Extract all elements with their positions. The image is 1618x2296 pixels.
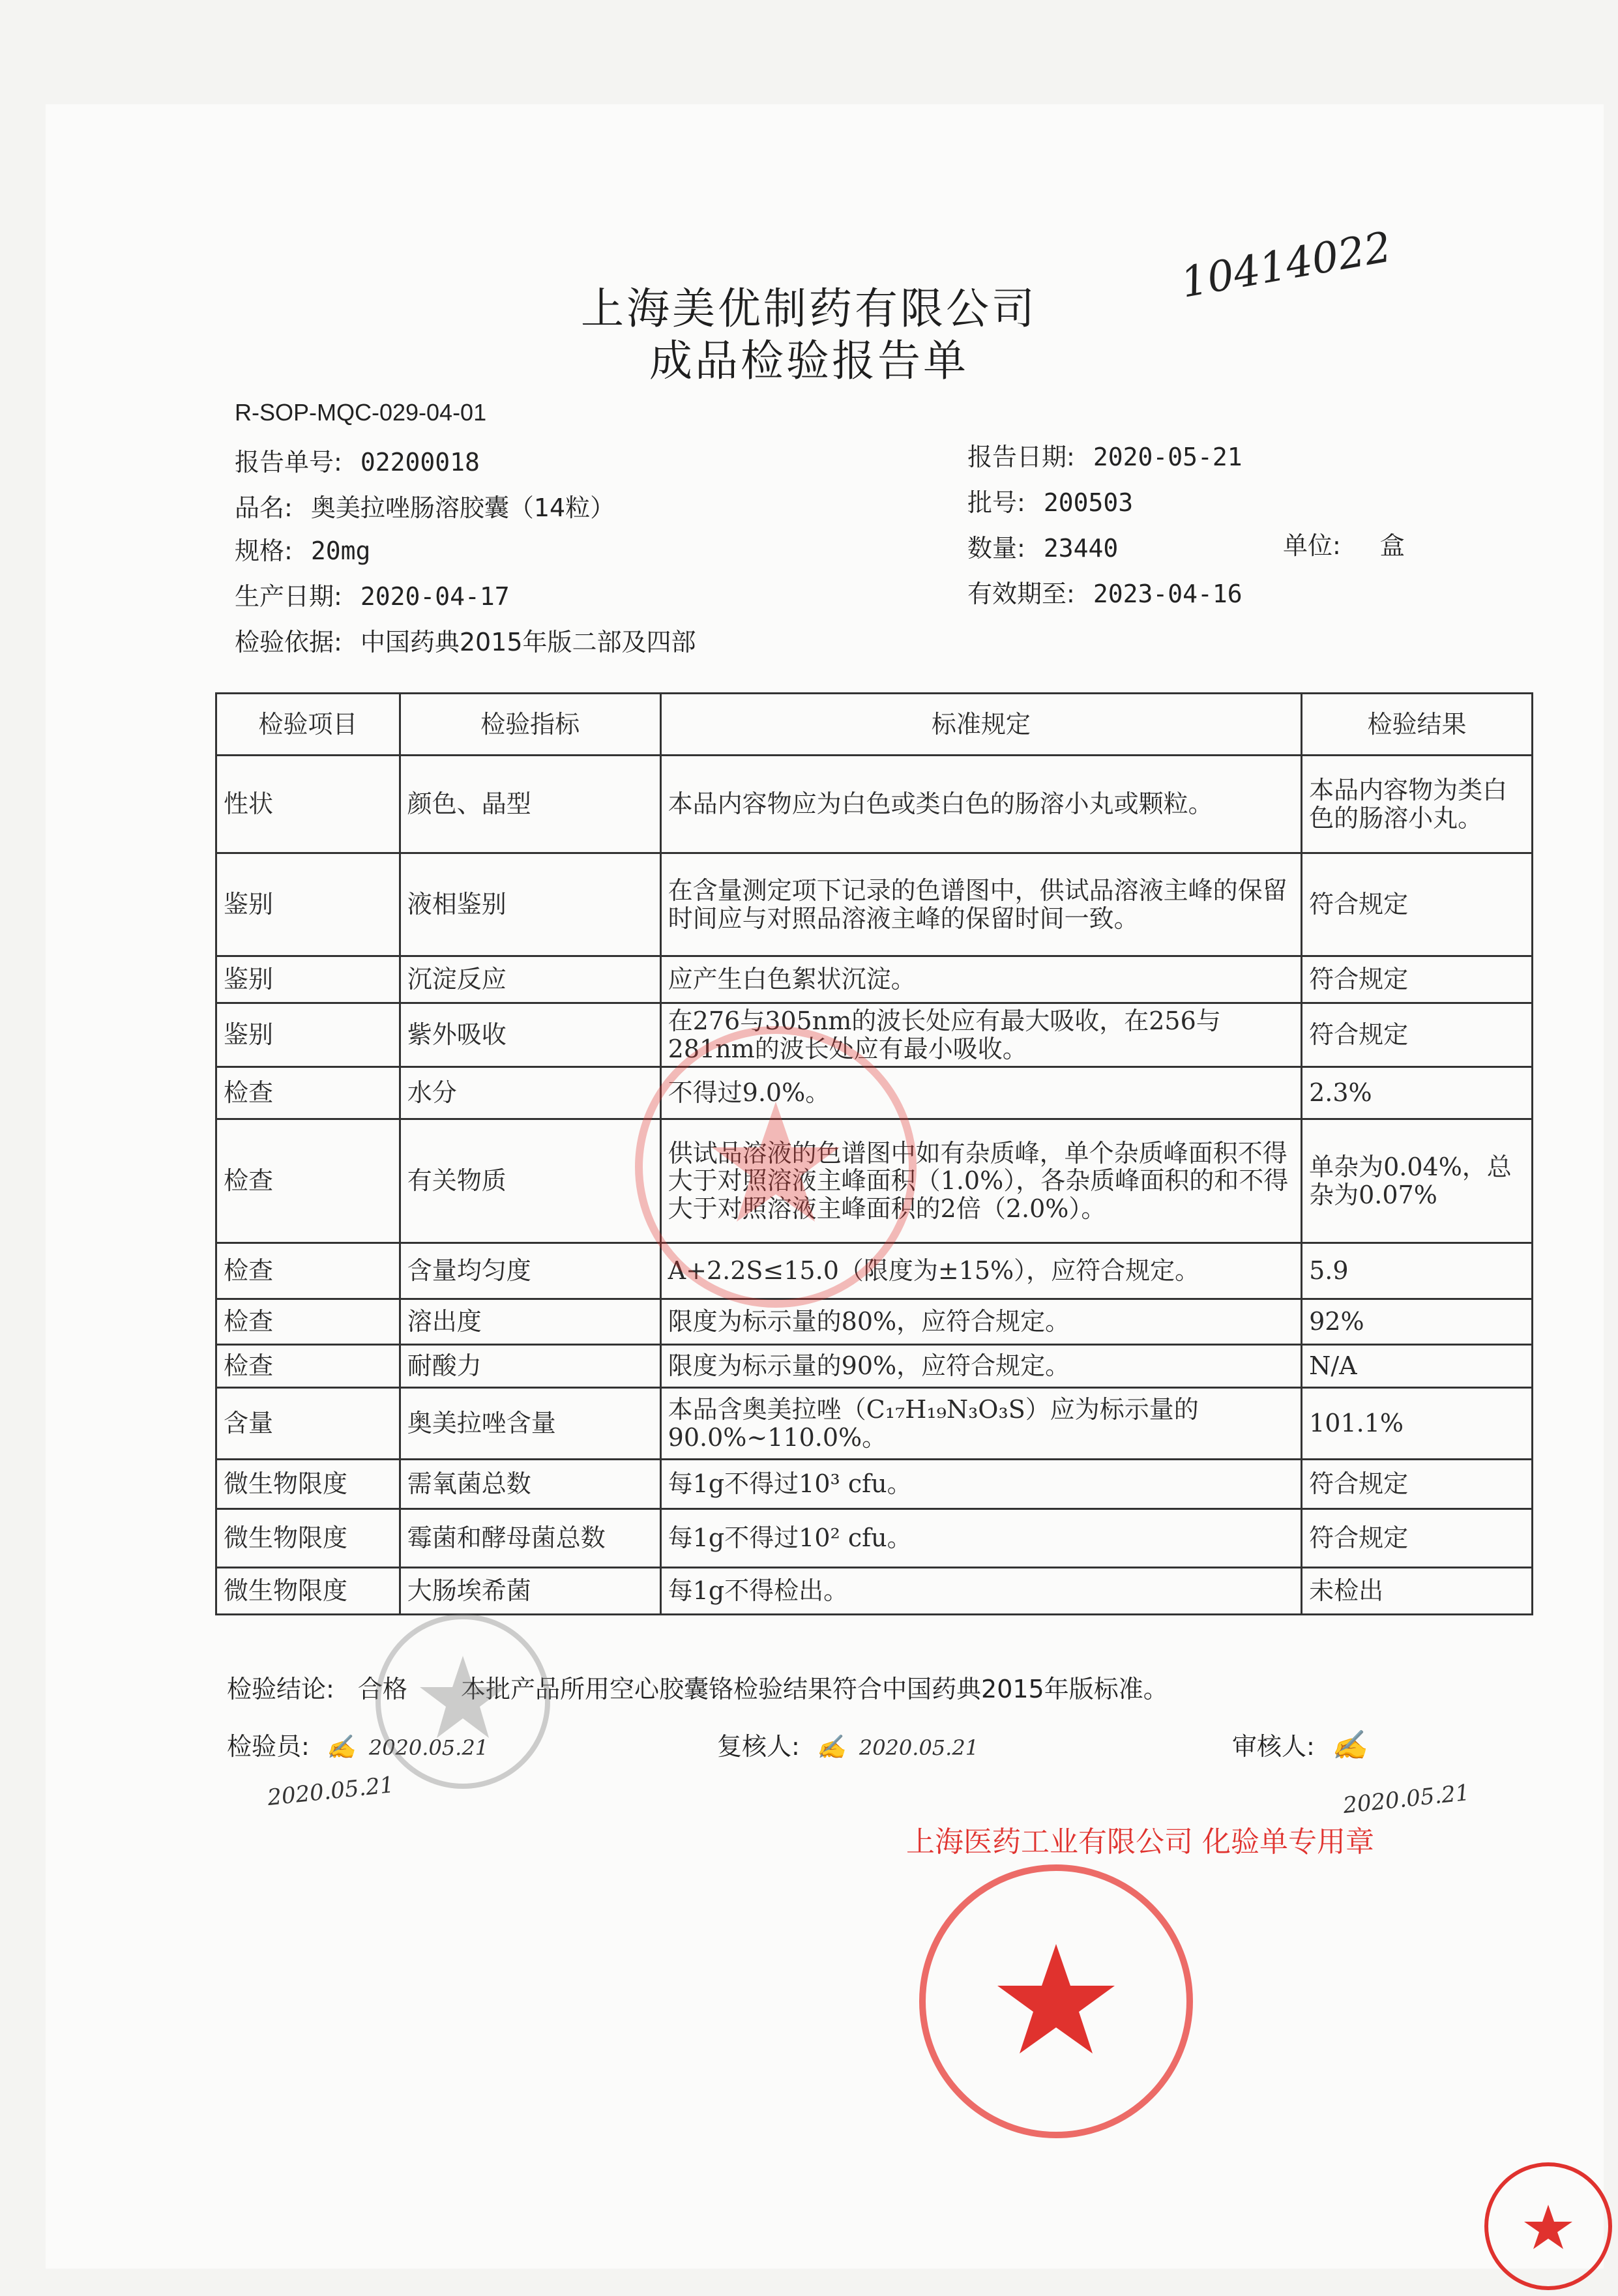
cell-index: 奥美拉唑含量 bbox=[400, 1388, 660, 1460]
header-index: 检验指标 bbox=[400, 694, 660, 756]
spec-label: 规格: bbox=[235, 537, 293, 565]
cell-item: 检查 bbox=[216, 1299, 400, 1345]
header-item: 检验项目 bbox=[216, 694, 400, 756]
conclusion-note: 本批产品所用空心胶囊铬检验结果符合中国药典2015年版标准。 bbox=[461, 1675, 1168, 1703]
cell-standard: 每1g不得过10² cfu。 bbox=[660, 1509, 1301, 1568]
cell-standard: 本品内容物应为白色或类白色的肠溶小丸或颗粒。 bbox=[660, 756, 1301, 853]
cell-item: 含量 bbox=[216, 1388, 400, 1460]
conclusion-value: 合格 bbox=[357, 1675, 407, 1703]
cell-standard: 在含量测定项下记录的色谱图中，供试品溶液主峰的保留时间应与对照品溶液主峰的保留时间一致。 bbox=[660, 853, 1301, 956]
table-row bbox=[216, 853, 1533, 956]
table-row bbox=[216, 756, 1533, 853]
cell-item: 微生物限度 bbox=[216, 1460, 400, 1509]
report-number-value: 02200018 bbox=[360, 448, 480, 477]
cell-index: 霉菌和酵母菌总数 bbox=[400, 1509, 660, 1568]
quantity-label: 数量: bbox=[967, 534, 1025, 563]
quantity-value: 23440 bbox=[1043, 534, 1119, 563]
cell-result: 92% bbox=[1302, 1299, 1533, 1345]
cell-index: 沉淀反应 bbox=[400, 956, 660, 1003]
table-row bbox=[216, 956, 1533, 1003]
company-seal-text: 上海医药工业有限公司 化验单专用章 bbox=[906, 1825, 1374, 1859]
cell-result: N/A bbox=[1302, 1345, 1533, 1388]
cell-result: 符合规定 bbox=[1302, 1003, 1533, 1067]
cell-standard: 供试品溶液的色谱图中如有杂质峰，单个杂质峰面积不得大于对照溶液主峰面积（1.0%），各杂质峰面积的和不得大于对照溶液主峰面积的2倍（2.0%）。 bbox=[660, 1119, 1301, 1243]
basis-value: 中国药典2015年版二部及四部 bbox=[360, 628, 696, 656]
cell-result: 5.9 bbox=[1302, 1243, 1533, 1299]
report-date-label: 报告日期: bbox=[967, 443, 1075, 471]
extra-signature-date: 2020.05.21 bbox=[266, 1771, 396, 1812]
cell-item: 鉴别 bbox=[216, 956, 400, 1003]
table-row bbox=[216, 1460, 1533, 1509]
cell-standard: 限度为标示量的90%，应符合规定。 bbox=[660, 1345, 1301, 1388]
cell-index: 紫外吸收 bbox=[400, 1003, 660, 1067]
table-row bbox=[216, 1509, 1533, 1568]
cell-result: 本品内容物为类白色的肠溶小丸。 bbox=[1302, 756, 1533, 853]
checker-signature-icon: ✍ bbox=[816, 1734, 846, 1761]
product-label: 品名: bbox=[235, 493, 293, 522]
checker-line bbox=[717, 1726, 978, 1762]
cell-result: 2.3% bbox=[1302, 1067, 1533, 1119]
auditor-line bbox=[1232, 1726, 1368, 1762]
cell-item: 微生物限度 bbox=[216, 1509, 400, 1568]
spec-field bbox=[235, 531, 370, 567]
spec-value: 20mg bbox=[310, 537, 371, 565]
cell-item: 检查 bbox=[216, 1243, 400, 1299]
cell-standard: 在276与305nm的波长处应有最大吸收，在256与281nm的波长处应有最小吸收。 bbox=[660, 1003, 1301, 1067]
header-standard: 标准规定 bbox=[660, 694, 1301, 756]
expiry-field bbox=[967, 574, 1243, 610]
handwritten-number: 10414022 bbox=[1177, 223, 1395, 308]
auditor-signature-icon: ✍ bbox=[1331, 1729, 1368, 1762]
table-header-row bbox=[216, 694, 1533, 756]
basis-field bbox=[235, 622, 696, 658]
cell-result: 符合规定 bbox=[1302, 956, 1533, 1003]
conclusion-label: 检验结论: bbox=[227, 1675, 334, 1703]
grey-stamp-icon bbox=[365, 1604, 561, 1799]
expiry-label: 有效期至: bbox=[967, 580, 1075, 608]
cell-result: 符合规定 bbox=[1302, 1509, 1533, 1568]
faded-seal-icon bbox=[626, 1017, 926, 1317]
inspector-label: 检验员: bbox=[227, 1732, 310, 1761]
cell-item: 性状 bbox=[216, 756, 400, 853]
cell-standard: 应产生白色絮状沉淀。 bbox=[660, 956, 1301, 1003]
cell-standard: 本品含奥美拉唑（C₁₇H₁₉N₃O₃S）应为标示量的90.0%~110.0%。 bbox=[660, 1388, 1301, 1460]
report-number-field bbox=[235, 442, 480, 478]
cell-index: 耐酸力 bbox=[400, 1345, 660, 1388]
company-seal-icon bbox=[906, 1825, 1374, 2151]
cell-result: 未检出 bbox=[1302, 1568, 1533, 1615]
header-result: 检验结果 bbox=[1302, 694, 1533, 756]
cell-item: 检查 bbox=[216, 1067, 400, 1119]
company-title: 上海美优制药有限公司 bbox=[581, 284, 1037, 334]
cell-item: 检查 bbox=[216, 1119, 400, 1243]
auditor-label: 审核人: bbox=[1232, 1732, 1315, 1761]
cell-item: 微生物限度 bbox=[216, 1568, 400, 1615]
production-date-field bbox=[235, 576, 510, 612]
checker-date: 2020.05.21 bbox=[859, 1735, 979, 1760]
cell-index: 大肠埃希菌 bbox=[400, 1568, 660, 1615]
unit-label: 单位: bbox=[1283, 531, 1341, 560]
document-code: R-SOP-MQC-029-04-01 bbox=[235, 399, 487, 426]
cell-result: 符合规定 bbox=[1302, 1460, 1533, 1509]
cell-item: 鉴别 bbox=[216, 853, 400, 956]
cell-result: 符合规定 bbox=[1302, 853, 1533, 956]
report-date-field bbox=[967, 437, 1243, 473]
cell-index: 水分 bbox=[400, 1067, 660, 1119]
cell-standard: 每1g不得检出。 bbox=[660, 1568, 1301, 1615]
auditor-date: 2020.05.21 bbox=[1342, 1779, 1471, 1819]
cell-index: 溶出度 bbox=[400, 1299, 660, 1345]
cell-standard: 每1g不得过10³ cfu。 bbox=[660, 1460, 1301, 1509]
product-field bbox=[235, 488, 615, 523]
cell-index: 液相鉴别 bbox=[400, 853, 660, 956]
production-date-value: 2020-04-17 bbox=[360, 582, 510, 611]
cell-result: 单杂为0.04%，总杂为0.07% bbox=[1302, 1119, 1533, 1243]
checker-label: 复核人: bbox=[717, 1732, 800, 1761]
basis-label: 检验依据: bbox=[235, 628, 342, 656]
corner-seal-icon bbox=[1480, 2158, 1617, 2295]
report-title: 成品检验报告单 bbox=[649, 336, 969, 386]
cell-index: 颜色、晶型 bbox=[400, 756, 660, 853]
batch-label: 批号: bbox=[967, 488, 1025, 517]
report-date-value: 2020-05-21 bbox=[1093, 443, 1243, 471]
production-date-label: 生产日期: bbox=[235, 582, 342, 611]
cell-result: 101.1% bbox=[1302, 1388, 1533, 1460]
expiry-value: 2023-04-16 bbox=[1093, 580, 1243, 608]
report-number-label: 报告单号: bbox=[235, 448, 342, 477]
cell-standard: 限度为标示量的80%，应符合规定。 bbox=[660, 1299, 1301, 1345]
table-row bbox=[216, 1388, 1533, 1460]
cell-standard: A+2.2S≤15.0（限度为±15%），应符合规定。 bbox=[660, 1243, 1301, 1299]
unit-value: 盒 bbox=[1379, 531, 1405, 560]
cell-index: 有关物质 bbox=[400, 1119, 660, 1243]
product-value: 奥美拉唑肠溶胶囊（14粒） bbox=[310, 493, 615, 522]
batch-value: 200503 bbox=[1043, 488, 1134, 517]
cell-item: 鉴别 bbox=[216, 1003, 400, 1067]
unit-field bbox=[1283, 525, 1405, 561]
inspector-date: 2020.05.21 bbox=[368, 1735, 489, 1760]
inspector-signature-icon: ✍ bbox=[326, 1734, 356, 1761]
cell-index: 含量均匀度 bbox=[400, 1243, 660, 1299]
batch-field bbox=[967, 482, 1133, 518]
quantity-field bbox=[967, 528, 1118, 564]
cell-item: 检查 bbox=[216, 1345, 400, 1388]
cell-index: 需氧菌总数 bbox=[400, 1460, 660, 1509]
cell-standard: 不得过9.0%。 bbox=[660, 1067, 1301, 1119]
table-row bbox=[216, 1345, 1533, 1388]
